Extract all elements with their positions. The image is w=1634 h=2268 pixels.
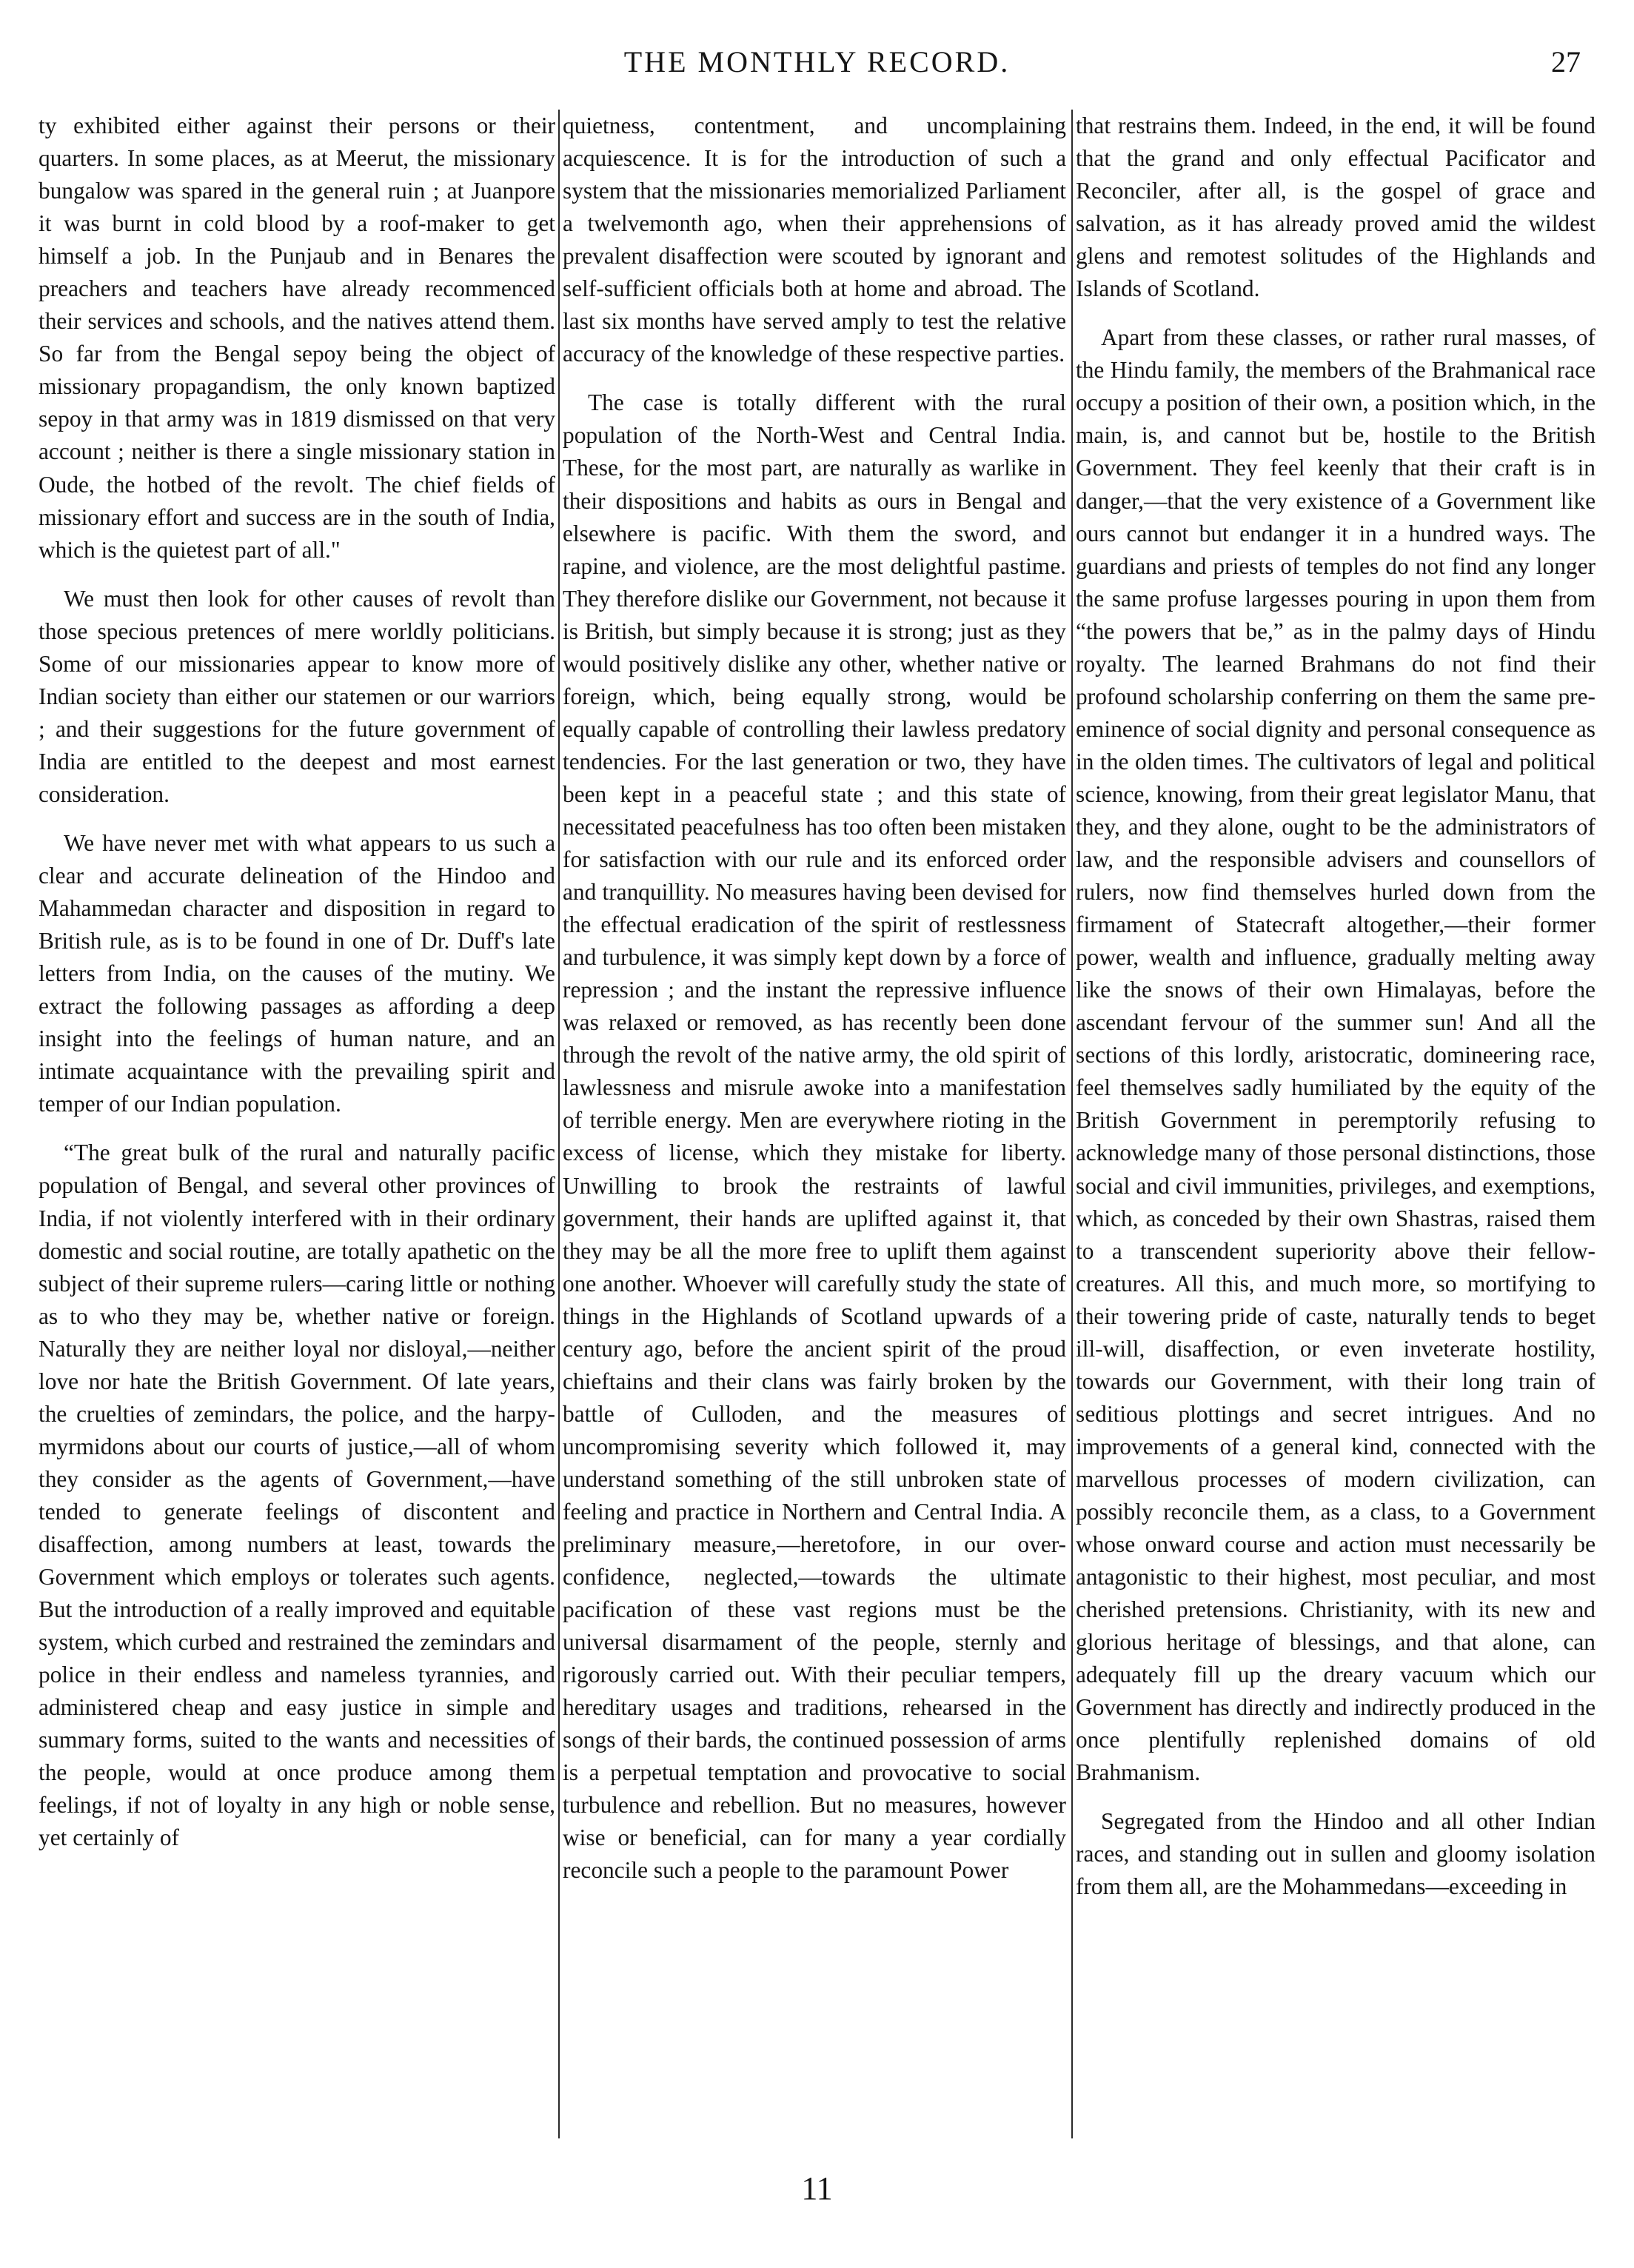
running-header-title: THE MONTHLY RECORD.: [623, 45, 1011, 78]
paragraph: ty exhibited either against their persons or their quarters. In some places, as at Meerut, the missionary bungalow was spared in the general ruin ; at Juanpore it was burnt in cold blood by a roof-maker to get himself a job. In the Punjaub and in Benares the preachers and teachers have already recommenced their services and schools, and the natives attend them. So far from the Bengal sepoy being the object of missionary propagandism, the only known baptized sepoy in that army was in 1819 dismissed on that very account ; neither is there a single missionary station in Oude, the hotbed of the revolt. The chief fields of missionary effort and success are in the south of India, which is the quietest part of all.": [38, 113, 555, 563]
paragraph: quietness, contentment, and uncomplaining acquiescence. It is for the introduction of such a system that the missionaries memorialized Parliament a twelvemonth ago, when their apprehensions of prevalent disaffection were scouted by ignorant and self-sufficient officials both at home and abroad. The last six months have served amply to test the relative accuracy of the knowledge of these respective parties.: [563, 113, 1066, 367]
printer-signature-mark: 11: [801, 2170, 833, 2207]
paragraph: Segregated from the Hindoo and all other Indian races, and standing out in sullen and gloomy isolation from them all, are the Mohammedans—exceeding in: [1076, 1808, 1596, 1900]
paragraph: We must then look for other causes of revolt than those specious pretences of mere worldly politicians. Some of our missionaries appear to know more of Indian society than either our statemen or our warriors ; and their suggestions for the future government of India are entitled to the deepest and most earnest consideration.: [38, 585, 555, 807]
text-column-2: [563, 110, 1066, 2138]
column-divider: [558, 110, 560, 2138]
text-column-3: [1076, 110, 1596, 2138]
paragraph: We have never met with what appears to us such a clear and accurate delineation of the Hindoo and Mahammedan character and disposition in regard to British rule, as is to be found in one of Dr. Duff's late letters from India, on the causes of the mutiny. We extract the following passages as affording a deep insight into the feelings of human nature, and an intimate acquaintance with the prevailing spirit and temper of our Indian population.: [38, 829, 555, 1117]
page-number: 27: [1551, 45, 1581, 78]
paragraph: “The great bulk of the rural and naturally pacific population of Bengal, and several other provinces of India, if not violently interfered with in their ordinary domestic and social routine, are totally apathetic on the subject of their supreme rulers—caring little or nothing as to who they may be, whether native or foreign. Naturally they are neither loyal nor disloyal,—neither love nor hate the British Government. Of late years, the cruelties of zemindars, the police, and the harpy-myrmidons about our courts of justice,—all of whom they consider as the agents of Government,—have tended to generate feelings of discontent and disaffection, among numbers at least, towards the Government which employs or tolerates such agents. But the introduction of a really improved and equitable system, which curbed and restrained the zemindars and police in their endless and nameless tyrannies, and administered cheap and easy justice in simple and summary forms, suited to the wants and necessities of the people, would at once produce among them feelings, if not of loyalty in any high or noble sense, yet certainly of: [38, 1140, 555, 1851]
text-column-1: [38, 110, 555, 2138]
paragraph: Apart from these classes, or rather rural masses, of the Hindu family, the members of the Brahmanical race occupy a position of their own, a position which, in the main, is, and cannot but be, hostile to the British Government. They feel keenly that their craft is in danger,—that the very existence of a Government like ours cannot but endanger it in a hundred ways. The guardians and priests of temples do not find any longer the same profuse largesses pouring in upon them from “the powers that be,” as in the palmy days of Hindu royalty. The learned Brahmans do not find their profound scholarship conferring on them the same pre-eminence of social dignity and personal consequence as in the olden times. The cultivators of legal and political science, knowing, from their great legislator Manu, that they, and they alone, ought to be the administrators of law, and the responsible advisers and counsellors of rulers, now find themselves hurled down from the firmament of Statecraft altogether,—their former power, wealth and influence, gradually melting away like the snows of their own Himalayas, before the ascendant fervour of the summer sun! And all the sections of this lordly, aristocratic, domineering race, feel themselves sadly humiliated by the equity of the British Government in peremptorily refusing to acknowledge many of those personal distinctions, those social and civil immunities, privileges, and exemptions, which, as conceded by their own Shastras, raised them to a transcendent superiority above their fellow-creatures. All this, and much more, so mortifying to their towering pride of caste, naturally tends to beget ill-will, disaffection, or even inveterate hostility, towards our Government, with their long train of seditious plottings and secret intrigues. And no improvements of a general kind, connected with the marvellous processes of modern civilization, can possibly reconcile them, as a class, to a Government whose onward course and action must necessarily be antagonistic to their highest, most peculiar, and most cherished pretensions. Christianity, with its new and glorious heritage of blessings, and that alone, can adequately fill up the dreary vacuum which our Government has directly and indirectly produced in the once plentifully replenished domains of old Brahmanism.: [1076, 324, 1596, 1786]
paragraph: The case is totally different with the rural population of the North-West and Central India. These, for the most part, are naturally as warlike in their dispositions and habits as ours in Bengal and elsewhere is pacific. With them the sword, and rapine, and violence, are the most delightful pastime. They therefore dislike our Government, not because it is British, but simply because it is strong; just as they would positively dislike any other, whether native or foreign, which, being equally strong, would be equally capable of controlling their lawless predatory tendencies. For the last generation or two, they have been kept in a peaceful state ; and this state of necessitated peacefulness has too often been mistaken for satisfaction with our rule and its enforced order and tranquillity. No measures having been devised for the effectual eradication of the spirit of restlessness and turbulence, it was simply kept down by a force of repression ; and the instant the repressive influence was relaxed or removed, as has recently been done through the revolt of the native army, the old spirit of lawlessness and misrule awoke into a manifestation of terrible energy. Men are everywhere rioting in the excess of license, which they mistake for liberty. Unwilling to brook the restraints of lawful government, their hands are uplifted against it, that they may be all the more free to uplift them against one another. Whoever will carefully study the state of things in the Highlands of Scotland upwards of a century ago, before the ancient spirit of the proud chieftains and their clans was fairly broken by the battle of Culloden, and the measures of uncompromising severity which followed it, may understand something of the still unbroken state of feeling and practice in Northern and Central India. A preliminary measure,—heretofore, in our over-confidence, neglected,—towards the ultimate pacification of these vast regions must be the universal disarmament of the people, sternly and rigorously carried out. With their peculiar tempers, hereditary usages and traditions, rehearsed in the songs of their bards, the continued possession of arms is a perpetual temptation and provocative to social turbulence and rebellion. But no measures, however wise or beneficial, can for many a year cordially reconcile such a people to the paramount Power: [563, 389, 1066, 1884]
paragraph: that restrains them. Indeed, in the end, it will be found that the grand and only effectual Pacificator and Reconciler, after all, is the gospel of grace and salvation, as it has already proved amid the wildest glens and remotest solitudes of the Highlands and Islands of Scotland.: [1076, 113, 1596, 302]
column-divider: [1071, 110, 1073, 2138]
